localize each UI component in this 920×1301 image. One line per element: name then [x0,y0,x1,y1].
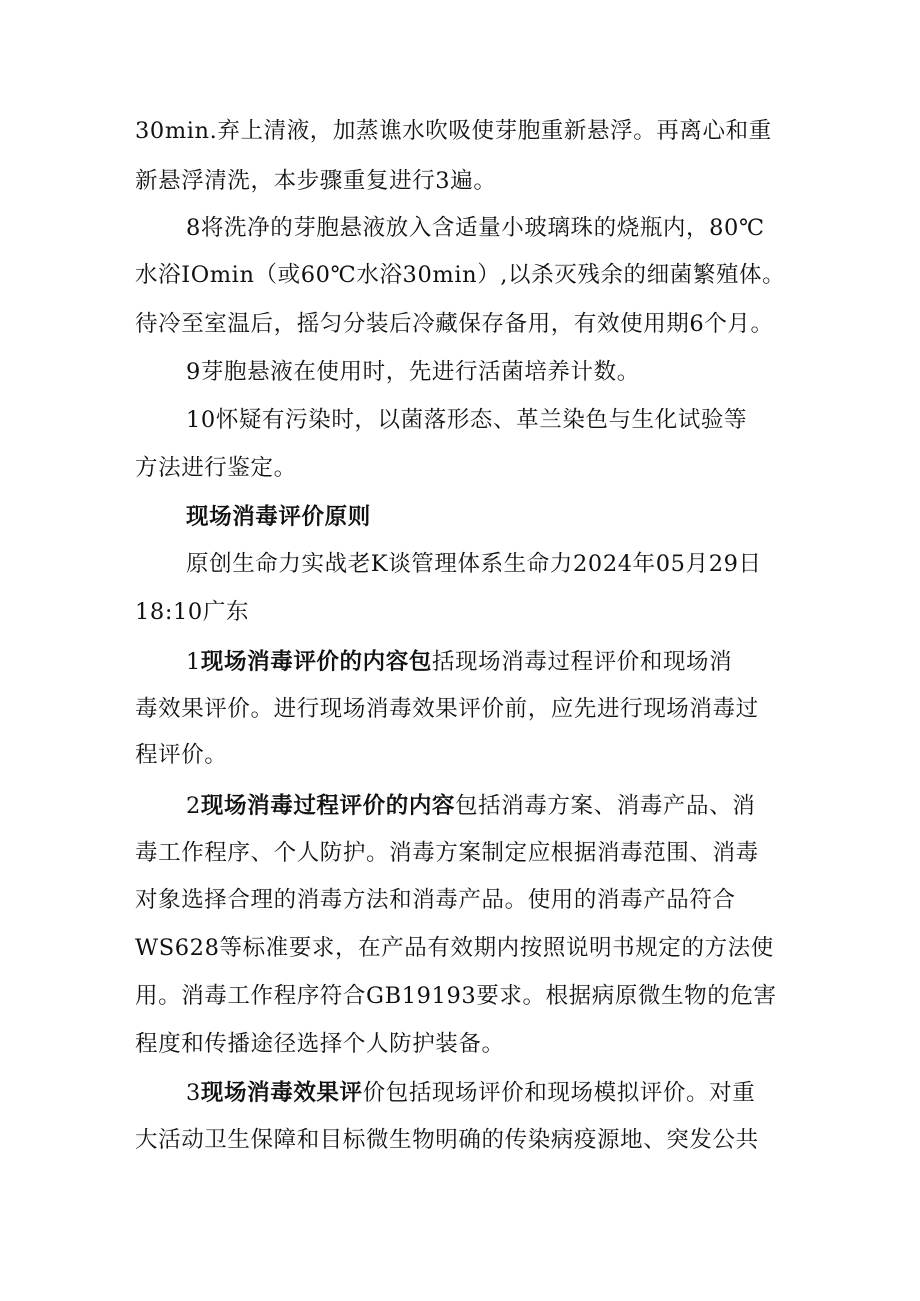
paragraph-wash-line-1: 30min.弃上清液，加蒸谯水吹吸使芽胞重新悬浮。再离心和重 [135,118,772,144]
paragraph-10-line-2: 方法进行鉴定。 [135,455,297,481]
section-3-number: 3 [186,1080,201,1106]
article-meta-line-1: 原创生命力实战老K谈管理体系生命力2024年05月29日 [186,551,762,577]
section-1-number: 1 [186,649,201,675]
section-1-line-2: 毒效果评价。进行现场消毒效果评价前，应先进行现场消毒过 [135,696,759,722]
section-1-bold-lead: 现场消毒评价的内容包 [200,649,432,675]
paragraph-9-line-1: 9芽胞悬液在使用时，先进行活菌培养计数。 [186,359,640,385]
paragraph-8-line-2: 水浴IOmin（或60℃水浴30min）,以杀灭残余的细菌繁殖体。 [135,262,786,288]
paragraph-10-line-1: 10怀疑有污染时，以菌落形态、革兰染色与生化试验等 [186,407,748,433]
section-2-line-6: 程度和传播途径选择个人防护装备。 [135,1031,505,1057]
paragraph-8-line-1: 8将洗净的芽胞悬液放入含适量小玻璃珠的烧瓶内，80℃ [186,215,765,241]
section-3-lead-rest: 价包括现场评价和现场模拟评价。对重 [362,1080,756,1106]
section-2-lead-rest: 包括消毒方案、消毒产品、消 [455,793,756,819]
section-2-bold-lead: 现场消毒过程评价的内容 [200,793,456,819]
section-2-line-3: 对象选择合理的消毒方法和消毒产品。使用的消毒产品符合 [135,887,736,913]
section-2-line-1 [186,791,755,821]
section-2-line-5: 用。消毒工作程序符合GB19193要求。根据病原微生物的危害 [135,983,777,1009]
paragraph-8-line-3: 待冷至室温后，摇匀分装后冷藏保存备用，有效使用期6个月。 [135,311,774,337]
section-3-line-2: 大活动卫生保障和目标微生物明确的传染病疫源地、突发公共 [135,1127,759,1153]
section-1-line-1 [186,647,732,677]
section-heading: 现场消毒评价原则 [186,504,371,530]
section-1-line-3: 程评价。 [135,742,228,768]
paragraph-wash-line-2: 新悬浮清洗，本步骤重复进行3遍。 [135,168,497,194]
section-3-bold-lead: 现场消毒效果评 [200,1080,363,1106]
section-1-lead-rest: 括现场消毒过程评价和现场消 [431,649,733,675]
section-3-line-1 [186,1078,755,1108]
article-meta-line-2: 18:10广东 [135,599,250,625]
section-2-number: 2 [186,793,201,819]
section-2-line-2: 毒工作程序、个人防护。消毒方案制定应根据消毒范围、消毒 [135,840,759,866]
section-2-line-4: WS628等标准要求，在产品有效期内按照说明书规定的方法使 [135,935,774,961]
